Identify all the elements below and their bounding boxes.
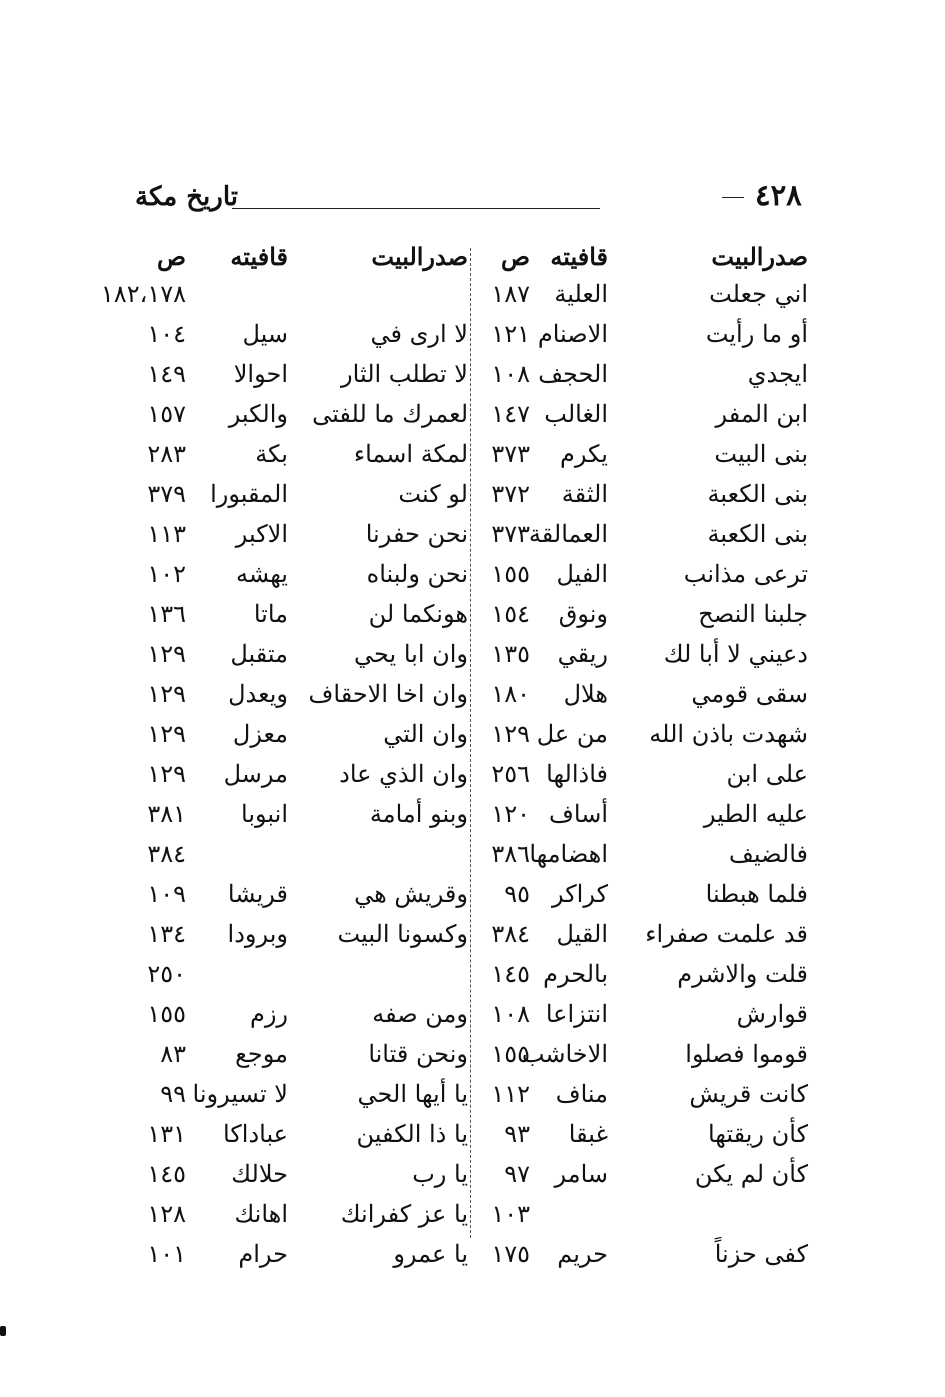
index-entry-row (468, 358, 808, 398)
verse-opening: نحن حفرنا (365, 520, 468, 548)
page-reference: ١٤٥ (491, 960, 530, 988)
index-entry-row (128, 1118, 468, 1158)
page-reference: ١١٣ (147, 520, 186, 548)
page-reference: ٩٩ (160, 1080, 186, 1108)
verse-rhyme: اهانك (234, 1200, 288, 1228)
index-entry-row (128, 758, 468, 798)
index-entry-row (128, 798, 468, 838)
page-reference: ١٠٣ (491, 1200, 530, 1228)
index-entry-row (468, 958, 808, 998)
index-entry-row (468, 718, 808, 758)
verse-opening: قد علمت صفراء (645, 920, 808, 948)
verse-rhyme: سامر (554, 1160, 608, 1188)
index-entry-row (128, 838, 468, 878)
verse-rhyme: انتزاعا (545, 1000, 608, 1028)
index-entry-row (468, 1078, 808, 1118)
index-entry-row (468, 478, 808, 518)
page-reference: ١٢٩ (147, 680, 186, 708)
index-entry-row (468, 1238, 808, 1278)
page-reference: ١٠٩ (147, 880, 186, 908)
index-entry-row (468, 918, 808, 958)
page-reference: ٣٨٦ (491, 840, 530, 868)
verse-opening: كأن لم يكن (694, 1160, 808, 1188)
verse-opening: سقى قومي (691, 680, 808, 708)
verse-rhyme: كراكر (551, 880, 608, 908)
verse-opening: كفى حزناً (714, 1240, 808, 1268)
index-entry-row (128, 1238, 468, 1278)
index-entry-row (468, 398, 808, 438)
verse-rhyme: أساف (549, 800, 608, 828)
verse-opening: بنى الكعبة (707, 520, 808, 548)
page-reference: ٣٨١ (147, 800, 186, 828)
verse-opening: اني جعلت (709, 280, 808, 308)
index-entry-row (468, 838, 808, 878)
index-entry-row (468, 1198, 808, 1238)
index-entry-row (468, 558, 808, 598)
index-entry-row (128, 998, 468, 1038)
verse-opening: عليه الطير (703, 800, 808, 828)
verse-rhyme: معزل (232, 720, 288, 748)
index-entry-row (128, 398, 468, 438)
verse-opening: فلما هبطنا (705, 880, 808, 908)
verse-opening: كأن ريقتها (707, 1120, 808, 1148)
index-entry-row (128, 598, 468, 638)
column-divider (470, 248, 471, 1238)
column-header-page: ص (500, 242, 530, 271)
page-reference: ١٥٥ (491, 1040, 530, 1068)
verse-rhyme: الاخاشب (521, 1040, 608, 1068)
verse-opening: لعمرك ما للفتى (312, 400, 468, 428)
verse-rhyme: حرام (238, 1240, 288, 1268)
verse-opening: هونكما لن (368, 600, 468, 628)
page-reference: ١٨٧ (491, 280, 530, 308)
verse-rhyme: المقبورا (210, 480, 288, 508)
index-entry-row (128, 638, 468, 678)
index-entry-row (128, 1158, 468, 1198)
index-entry-row (468, 598, 808, 638)
index-entry-row (468, 758, 808, 798)
page-reference: ٢٥٦ (491, 760, 530, 788)
index-entry-row (100, 278, 468, 318)
column-header-sadr: صدرالبيت (711, 242, 808, 271)
index-entry-row (128, 1078, 468, 1118)
verse-opening: يا ذا الكفين (356, 1120, 468, 1148)
page-number: ٤٢٨ (755, 178, 802, 212)
verse-rhyme: مرسل (223, 760, 288, 788)
verse-opening: شهدت باذن الله (649, 720, 808, 748)
verse-opening: على ابن (726, 760, 808, 788)
index-entry-row (128, 438, 468, 478)
page-reference: ٣٨٤ (491, 920, 530, 948)
verse-rhyme: القيل (556, 920, 608, 948)
verse-rhyme: سيل (242, 320, 288, 348)
verse-opening: قلت والاشرم (677, 960, 808, 988)
verse-rhyme: انبوبا (241, 800, 288, 828)
index-entry-row (128, 718, 468, 758)
index-entry-row (468, 638, 808, 678)
verse-opening: بنى الكعبة (707, 480, 808, 508)
verse-opening: يا أيها الحي (357, 1080, 468, 1108)
verse-opening: يا عز كفرانك (340, 1200, 468, 1228)
index-entry-row (128, 878, 468, 918)
header-rule-right (722, 197, 744, 198)
verse-opening: كانت قريش (689, 1080, 808, 1108)
page-reference: ١٤٧ (491, 400, 530, 428)
verse-rhyme: احوالا (233, 360, 288, 388)
header-rule-left (232, 208, 600, 209)
page-reference: ١٠٨ (491, 360, 530, 388)
verse-opening: وقريش هي (354, 880, 468, 908)
verse-rhyme: بكة (255, 440, 288, 468)
verse-rhyme: ريقي (557, 640, 608, 668)
verse-opening: جلبنا النصح (698, 600, 808, 628)
verse-opening: وان الذي عاد (339, 760, 468, 788)
index-entry-row (468, 998, 808, 1038)
index-entry-row (468, 438, 808, 478)
index-entry-row (468, 518, 808, 558)
verse-rhyme: عباداكا (223, 1120, 288, 1148)
verse-rhyme: ماتا (253, 600, 288, 628)
page-reference: ١٠٤ (147, 320, 186, 348)
page-reference: ١٢٩ (147, 720, 186, 748)
verse-opening: بنى البيت (714, 440, 808, 468)
index-entry-row (128, 918, 468, 958)
index-entry-row (468, 878, 808, 918)
verse-rhyme: رزم (249, 1000, 288, 1028)
page-reference: ١٣١ (147, 1120, 186, 1148)
verse-rhyme: والكبر (228, 400, 288, 428)
index-entry-row (128, 318, 468, 358)
page-reference: ١٠١ (147, 1240, 186, 1268)
page-reference: ١٨٠ (491, 680, 530, 708)
verse-rhyme: العمالقة (528, 520, 608, 548)
verse-opening: ونحن قتانا (368, 1040, 468, 1068)
page-reference: ١٠٨ (491, 1000, 530, 1028)
page-reference: ١٤٩ (147, 360, 186, 388)
page-reference: ٨٣ (160, 1040, 186, 1068)
index-column-right (468, 238, 808, 1278)
page-reference: ٣٧٣ (491, 520, 530, 548)
verse-opening: لا ارى في (370, 320, 468, 348)
verse-rhyme: يكرم (559, 440, 608, 468)
verse-opening: أو ما رأيت (705, 320, 808, 348)
verse-rhyme: حريم (557, 1240, 608, 1268)
page-reference: ١٢٩ (491, 720, 530, 748)
verse-opening: ترعى مذانب (683, 560, 808, 588)
verse-opening: يا عمرو (393, 1240, 468, 1268)
page-reference: ١٥٥ (491, 560, 530, 588)
page-reference: ١٢١ (491, 320, 530, 348)
verse-rhyme: الاكبر (235, 520, 288, 548)
page-reference: ١٧٥ (491, 1240, 530, 1268)
column-header-page: ص (156, 242, 186, 271)
verse-rhyme: الاصنام (537, 320, 608, 348)
verse-opening: لو كنت (398, 480, 468, 508)
verse-rhyme: ونوق (558, 600, 608, 628)
page-reference: ٩٣ (504, 1120, 530, 1148)
verse-opening: قوارش (736, 1000, 808, 1028)
index-entry-row (468, 1158, 808, 1198)
verse-rhyme: الفيل (556, 560, 608, 588)
verse-rhyme: قريشا (227, 880, 288, 908)
page-reference: ٣٧٣ (491, 440, 530, 468)
running-header (135, 178, 805, 218)
index-entry-row (468, 278, 808, 318)
verse-opening: ابن المفر (715, 400, 808, 428)
verse-opening: وان ابا يحي (354, 640, 468, 668)
index-entry-row (468, 1118, 808, 1158)
index-entry-row (468, 1038, 808, 1078)
column-header-sadr: صدرالبيت (371, 242, 468, 271)
page-reference: ٣٧٢ (491, 480, 530, 508)
column-header-row (468, 238, 808, 278)
verse-rhyme: الثقة (561, 480, 608, 508)
page-reference: ١٠٢ (147, 560, 186, 588)
verse-rhyme: متقبل (230, 640, 288, 668)
page-reference: ١٨٢،١٧٨ (100, 280, 186, 308)
verse-rhyme: الحجف (538, 360, 608, 388)
page-reference: ١٤٥ (147, 1160, 186, 1188)
verse-opening: وبنو أمامة (369, 800, 468, 828)
index-entry-row (128, 558, 468, 598)
page-reference: ١٣٥ (491, 640, 530, 668)
verse-rhyme: ويعدل (228, 680, 288, 708)
verse-rhyme: وبرودا (227, 920, 288, 948)
verse-rhyme: موجع (235, 1040, 288, 1068)
page-reference: ١٥٧ (147, 400, 186, 428)
verse-opening: ايجدي (747, 360, 808, 388)
column-header-row (128, 238, 468, 278)
column-header-qafia: قافيته (230, 242, 288, 271)
index-entry-row (468, 678, 808, 718)
index-entry-row (128, 958, 468, 998)
verse-opening: وان اخا الاحقاف (308, 680, 468, 708)
verse-rhyme: بالحرم (543, 960, 608, 988)
page-reference: ١٣٦ (147, 600, 186, 628)
index-entry-row (128, 478, 468, 518)
page-reference: ٩٥ (504, 880, 530, 908)
index-column-left (100, 238, 468, 1278)
page-reference: ١٢٩ (147, 760, 186, 788)
verse-rhyme: لا تسيرونا (192, 1080, 288, 1108)
verse-rhyme: العلية (554, 280, 608, 308)
verse-opening: فالضيف (729, 840, 808, 868)
verse-rhyme: هلال (563, 680, 608, 708)
verse-opening: ومن صفه (372, 1000, 468, 1028)
page-reference: ١٥٥ (147, 1000, 186, 1028)
page-reference: ١٢٩ (147, 640, 186, 668)
page-reference: ١٥٤ (491, 600, 530, 628)
verse-opening: لا تطلب الثار (341, 360, 468, 388)
verse-opening: وان التي (383, 720, 468, 748)
index-entry-row (128, 358, 468, 398)
page-reference: ١٢٨ (147, 1200, 186, 1228)
page-reference: ٢٥٠ (147, 960, 186, 988)
verse-opening: نحن ولبناه (366, 560, 468, 588)
index-entry-row (468, 798, 808, 838)
verse-rhyme: غبقا (568, 1120, 608, 1148)
page-reference: ٣٨٤ (147, 840, 186, 868)
verse-opening: يا رب (412, 1160, 468, 1188)
verse-opening: دعيني لا أبا لك (663, 640, 808, 668)
verse-opening: وكسونا البيت (337, 920, 468, 948)
verse-rhyme: حلالك (231, 1160, 288, 1188)
page-reference: ٢٨٣ (147, 440, 186, 468)
verse-rhyme: اهضامها (529, 840, 608, 868)
verse-rhyme: فاذالها (546, 760, 608, 788)
verse-rhyme: الغالب (544, 400, 608, 428)
scan-mark (0, 1326, 6, 1336)
page-reference: ١٣٤ (147, 920, 186, 948)
page-reference: ٣٧٩ (147, 480, 186, 508)
verse-opening: قوموا فصلوا (685, 1040, 808, 1068)
page-reference: ٩٧ (504, 1160, 530, 1188)
verse-rhyme: من عل (536, 720, 608, 748)
verse-rhyme: مناف (555, 1080, 608, 1108)
index-entry-row (468, 318, 808, 358)
verse-rhyme: يهشه (235, 560, 288, 588)
column-header-qafia: قافيته (550, 242, 608, 271)
page-reference: ١١٢ (491, 1080, 530, 1108)
page-reference: ١٢٠ (491, 800, 530, 828)
index-entry-row (128, 1198, 468, 1238)
index-entry-row (128, 518, 468, 558)
index-entry-row (128, 678, 468, 718)
book-title: تاريخ مكة (135, 182, 239, 212)
index-entry-row (128, 1038, 468, 1078)
verse-opening: لمكة اسماء (353, 440, 468, 468)
